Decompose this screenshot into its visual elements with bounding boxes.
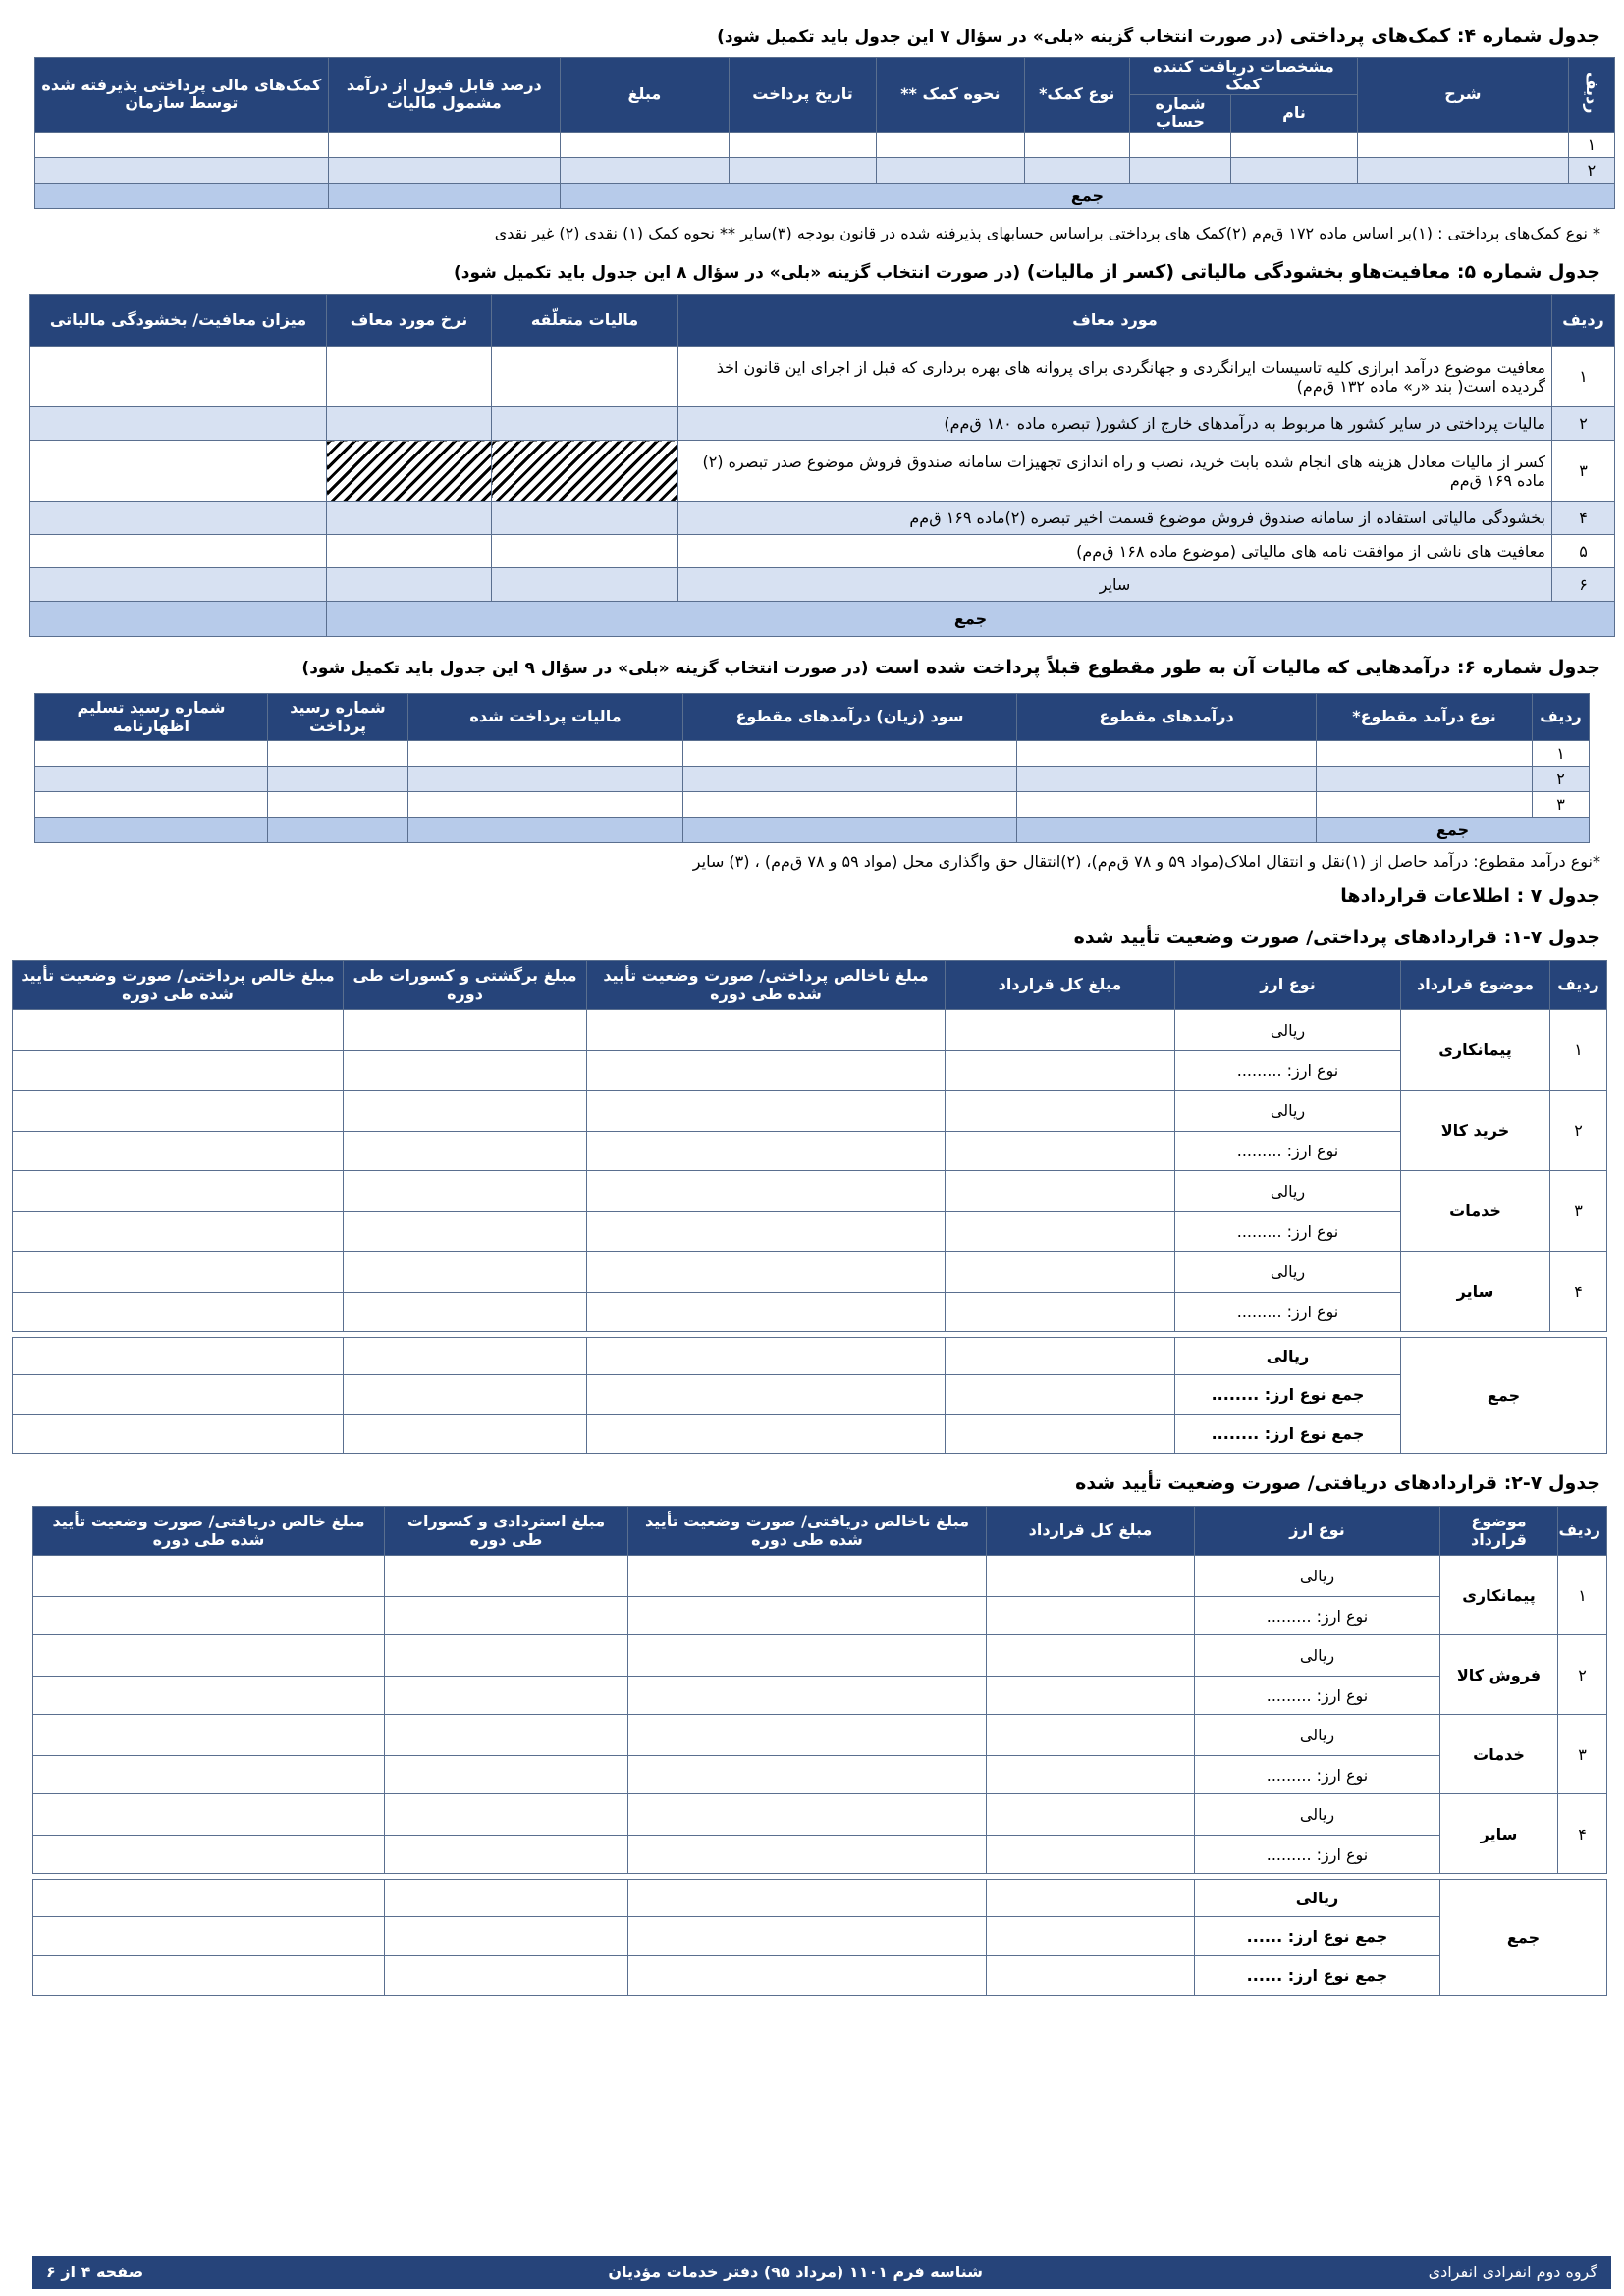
- table-row: [13, 1051, 1607, 1091]
- table-row: [33, 1715, 1607, 1756]
- t4-h-recipient: مشخصات دریافت کننده کمک: [1129, 58, 1357, 95]
- t72-h-currency: نوع ارز: [1195, 1507, 1440, 1556]
- table5: [30, 294, 1615, 637]
- sum-row: [33, 1956, 1607, 1996]
- table-row: [30, 535, 1615, 568]
- t71-h-total: مبلغ کل قرارداد: [946, 961, 1175, 1010]
- table-row: [13, 1293, 1607, 1332]
- table-row: [35, 792, 1590, 818]
- table-row: [33, 1677, 1607, 1715]
- sum-rial-label: ریالی: [1195, 1880, 1440, 1917]
- t6-h-receipt: شماره رسید پرداخت: [268, 694, 408, 741]
- contract-subject: سایر: [1440, 1794, 1558, 1874]
- table-row: [33, 1794, 1607, 1836]
- row-number: ۱: [1568, 132, 1614, 157]
- t4-h-type: نوع کمک*: [1024, 58, 1129, 133]
- rial-label: ریالی: [1175, 1171, 1401, 1212]
- sum-rial-label: ریالی: [1175, 1338, 1401, 1375]
- table-row: [33, 1556, 1607, 1597]
- row-number: ۲: [1558, 1635, 1607, 1715]
- row-number: ۱: [1550, 1010, 1607, 1091]
- currency-type-label: نوع ارز: .........: [1175, 1132, 1401, 1171]
- currency-type-label: نوع ارز: .........: [1195, 1756, 1440, 1794]
- table-row: [35, 767, 1590, 792]
- t5-h-item: مورد معاف: [678, 295, 1552, 347]
- t72-h-total: مبلغ کل قرارداد: [987, 1507, 1195, 1556]
- t71-h-radif: ردیف: [1550, 961, 1607, 1010]
- t6-h-tax: مالیات پرداخت شده: [408, 694, 683, 741]
- exempt-item: بخشودگی مالیاتی استفاده از سامانه صندوق فروش موضوع قسمت اخیر تبصره (۲)ماده ۱۶۹ ق‌م‌م: [678, 502, 1552, 535]
- sum-label: جمع: [1440, 1880, 1607, 1996]
- sum-label: جمع: [1317, 818, 1590, 843]
- row-number: ۴: [1558, 1794, 1607, 1874]
- row-number: ۲: [1533, 767, 1590, 792]
- sum-row: [30, 602, 1615, 637]
- table4-footnote: * نوع کمک‌های پرداختی : (۱)بر اساس ماده ۱۷۲ ق‌م‌م (۲)کمک های پرداختی براساس حسابهای پذیرفته شده در قانون بودجه (۳)سایر ** نحوه کمک (۱) نقدی (۲) غیر نقدی: [494, 224, 1600, 242]
- row-number: ۳: [1552, 441, 1615, 502]
- table5-title: جدول شماره ۵: معافیت‌هاو بخشودگی مالیاتی (کسر از مالیات) (در صورت انتخاب گزینه «بلی» در سؤال ۸ این جدول باید تکمیل شود): [454, 261, 1600, 283]
- table71: [13, 960, 1607, 1454]
- currency-type-label: نوع ارز: .........: [1175, 1293, 1401, 1332]
- contract-subject: خرید کالا: [1401, 1091, 1550, 1171]
- table71-title: جدول ۷-۱: قراردادهای پرداختی/ صورت وضعیت تأیید شده: [1073, 927, 1600, 948]
- exempt-item: سایر: [678, 568, 1552, 602]
- t72-h-subject: موضوع قرارداد: [1440, 1507, 1558, 1556]
- table-row: [13, 1212, 1607, 1252]
- rial-label: ریالی: [1195, 1715, 1440, 1756]
- rial-label: ریالی: [1195, 1794, 1440, 1836]
- table4-title: جدول شماره ۴: کمک‌های پرداختی (در صورت انتخاب گزینه «بلی» در سؤال ۷ این جدول باید تکمیل شود): [717, 26, 1600, 47]
- rial-label: ریالی: [1175, 1010, 1401, 1051]
- table-row: [13, 1010, 1607, 1051]
- hatched-cell: [327, 441, 492, 502]
- table-row: [13, 1091, 1607, 1132]
- table72-title: جدول ۷-۲: قراردادهای دریافتی/ صورت وضعیت تأیید شده: [1075, 1472, 1600, 1494]
- table-row: [33, 1836, 1607, 1874]
- sum-row: [33, 1880, 1607, 1917]
- table6-title: جدول شماره ۶: درآمدهایی که مالیات آن به طور مقطوع قبلاً پرداخت شده است (در صورت انتخاب گزینه «بلی» در سؤال ۹ این جدول باید تکمیل شود): [301, 657, 1600, 678]
- sum-label: جمع: [1401, 1338, 1607, 1454]
- sum-row: [33, 1917, 1607, 1956]
- t72-h-gross: مبلغ ناخالص دریافتی/ صورت وضعیت تأیید شده طی دوره: [628, 1507, 987, 1556]
- row-number: ۶: [1552, 568, 1615, 602]
- t5-h-amount: میزان معافیت/ بخشودگی مالیاتی: [30, 295, 327, 347]
- t4-h-amount: مبلغ: [560, 58, 729, 133]
- contract-subject: پیمانکاری: [1440, 1556, 1558, 1635]
- t5-h-rate: نرخ مورد معاف: [327, 295, 492, 347]
- t6-h-declaration: شماره رسید تسلیم اظهارنامه: [35, 694, 268, 741]
- sum-currency-label: جمع نوع ارز: ......: [1195, 1956, 1440, 1996]
- row-number: ۳: [1550, 1171, 1607, 1252]
- table-row: [33, 1635, 1607, 1677]
- row-number: ۲: [1568, 157, 1614, 183]
- t71-h-net: مبلغ خالص پرداختی/ صورت وضعیت تأیید شده طی دوره: [13, 961, 344, 1010]
- table-row: [30, 568, 1615, 602]
- table-row: [13, 1132, 1607, 1171]
- footer-page-number: صفحه ۴ از ۶: [46, 2263, 144, 2281]
- t71-h-currency: نوع ارز: [1175, 961, 1401, 1010]
- row-number: ۴: [1552, 502, 1615, 535]
- t4-h-method: نحوه کمک **: [877, 58, 1024, 133]
- t71-h-returns: مبلغ برگشتی و کسورات طی دوره: [344, 961, 587, 1010]
- currency-type-label: نوع ارز: .........: [1195, 1677, 1440, 1715]
- currency-type-label: نوع ارز: .........: [1195, 1597, 1440, 1635]
- row-number: ۱: [1533, 741, 1590, 767]
- sum-row: [35, 818, 1590, 843]
- table72: [33, 1506, 1607, 1996]
- hatched-cell: [492, 441, 678, 502]
- table-row: [13, 1171, 1607, 1212]
- table-row: [30, 407, 1615, 441]
- table-row: [13, 1252, 1607, 1293]
- t72-h-radif: ردیف: [1558, 1507, 1607, 1556]
- rial-label: ریالی: [1195, 1556, 1440, 1597]
- currency-type-label: نوع ارز: .........: [1175, 1051, 1401, 1091]
- t5-h-radif: ردیف: [1552, 295, 1615, 347]
- table6: [35, 693, 1590, 843]
- table-row: [33, 1756, 1607, 1794]
- t6-h-income: درآمدهای مقطوع: [1017, 694, 1317, 741]
- t71-h-subject: موضوع قرارداد: [1401, 961, 1550, 1010]
- sum-label: جمع: [560, 183, 1614, 208]
- row-number: ۲: [1552, 407, 1615, 441]
- table4: [34, 57, 1615, 209]
- footer-form-id: شناسه فرم ۱۱۰۱ (مرداد ۹۵) دفتر خدمات مؤدیان: [608, 2263, 983, 2281]
- table-row: [30, 502, 1615, 535]
- table-row: [33, 1597, 1607, 1635]
- t4-h-name: نام: [1231, 94, 1358, 132]
- table-row: [30, 441, 1615, 502]
- t6-h-radif: ردیف: [1533, 694, 1590, 741]
- table-row: [30, 347, 1615, 407]
- table-row: [35, 132, 1615, 157]
- rial-label: ریالی: [1175, 1091, 1401, 1132]
- currency-type-label: نوع ارز: .........: [1175, 1212, 1401, 1252]
- t5-h-tax: مالیات متعلّقه: [492, 295, 678, 347]
- rial-label: ریالی: [1195, 1635, 1440, 1677]
- row-number: ۱: [1552, 347, 1615, 407]
- row-number: ۳: [1533, 792, 1590, 818]
- t4-h-radif: ردیف: [1568, 58, 1614, 133]
- contract-subject: سایر: [1401, 1252, 1550, 1332]
- footer-group: گروه دوم انفرادی انفرادی: [1428, 2263, 1597, 2281]
- rial-label: ریالی: [1175, 1252, 1401, 1293]
- exempt-item: مالیات پرداختی در سایر کشور ها مربوط به درآمدهای خارج از کشور( تبصره ماده ۱۸۰ ق‌م‌م): [678, 407, 1552, 441]
- row-number: ۱: [1558, 1556, 1607, 1635]
- sum-row: [35, 183, 1615, 208]
- row-number: ۳: [1558, 1715, 1607, 1794]
- row-number: ۲: [1550, 1091, 1607, 1171]
- t4-h-percent: درصد قابل قبول از درآمد مشمول مالیات: [328, 58, 560, 133]
- t72-h-returns: مبلغ استردادی و کسورات طی دوره: [385, 1507, 628, 1556]
- sum-row: [13, 1338, 1607, 1375]
- table7-title: جدول ۷ : اطلاعات قراردادها: [1340, 885, 1600, 907]
- page-footer: [32, 2256, 1611, 2289]
- sum-row: [13, 1415, 1607, 1454]
- t72-h-net: مبلغ خالص دریافتی/ صورت وضعیت تأیید شده طی دوره: [33, 1507, 385, 1556]
- t71-h-gross: مبلغ ناخالص پرداختی/ صورت وضعیت تأیید شده طی دوره: [587, 961, 946, 1010]
- t4-h-account: شماره حساب: [1129, 94, 1230, 132]
- contract-subject: خدمات: [1401, 1171, 1550, 1252]
- contract-subject: پیمانکاری: [1401, 1010, 1550, 1091]
- contract-subject: فروش کالا: [1440, 1635, 1558, 1715]
- table-row: [35, 741, 1590, 767]
- sum-currency-label: جمع نوع ارز: ......: [1195, 1917, 1440, 1956]
- sum-currency-label: جمع نوع ارز: ........: [1175, 1415, 1401, 1454]
- t4-h-sharh: شرح: [1357, 58, 1568, 133]
- t6-h-type: نوع درآمد مقطوع*: [1317, 694, 1533, 741]
- exempt-item: معافیت های ناشی از موافقت نامه های مالیاتی (موضوع ماده ۱۶۸ ق‌م‌م): [678, 535, 1552, 568]
- t4-h-accepted: کمک‌های مالی پرداختی پذیرفته شده توسط سازمان: [35, 58, 329, 133]
- t4-h-date: تاریخ پرداخت: [729, 58, 876, 133]
- exempt-item: معافیت موضوع درآمد ابرازی کلیه تاسیسات ایرانگردی و جهانگردی برای پروانه های بهره برداری که قبل از اجرای این قانون اخذ گردیده است( بند «ر» ماده ۱۳۲ ق‌م‌م): [678, 347, 1552, 407]
- contract-subject: خدمات: [1440, 1715, 1558, 1794]
- table-row: [35, 157, 1615, 183]
- currency-type-label: نوع ارز: .........: [1195, 1836, 1440, 1874]
- exempt-item: کسر از مالیات معادل هزینه های انجام شده بابت خرید، نصب و راه اندازی تجهیزات سامانه صندوق فروش موضوع صدر تبصره (۲) ماده ۱۶۹ ق‌م‌م: [678, 441, 1552, 502]
- row-number: ۴: [1550, 1252, 1607, 1332]
- table6-footnote: *نوع درآمد مقطوع: درآمد حاصل از (۱)نقل و انتقال املاک(مواد ۵۹ و ۷۸ ق‌م‌م)، (۲)انتقال حق واگذاری محل (مواد ۵۹ و ۷۸ ق‌م‌م) ، (۳) سایر: [692, 852, 1600, 871]
- sum-label: جمع: [327, 602, 1615, 637]
- t6-h-profit: سود (زیان) درآمدهای مقطوع: [683, 694, 1017, 741]
- sum-row: [13, 1375, 1607, 1415]
- sum-currency-label: جمع نوع ارز: ........: [1175, 1375, 1401, 1415]
- row-number: ۵: [1552, 535, 1615, 568]
